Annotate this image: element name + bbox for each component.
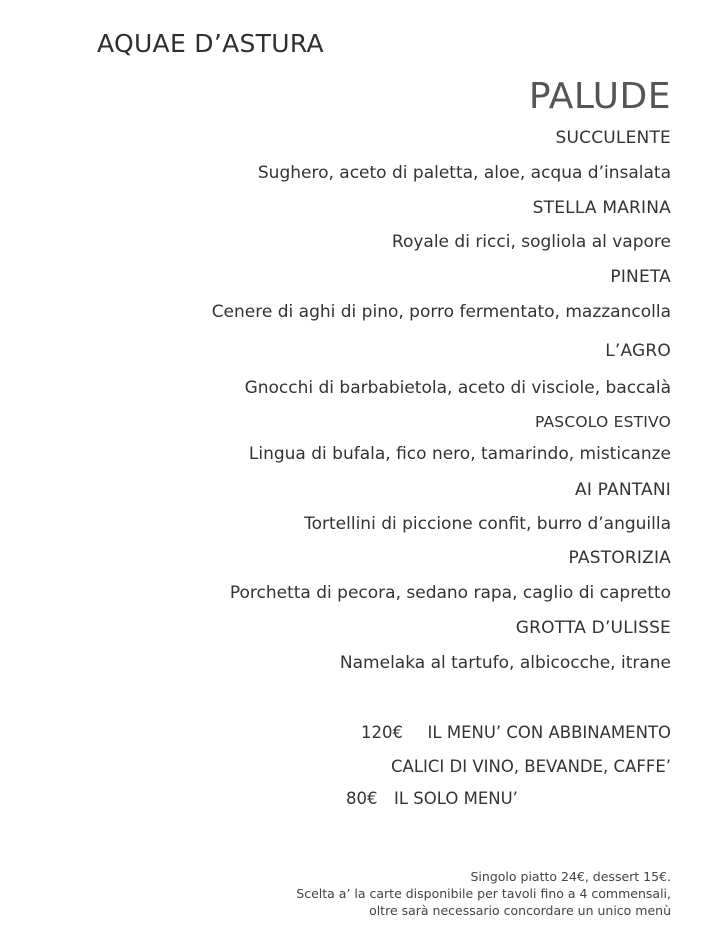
course-description: Namelaka al tartufo, albicocche, itrane — [339, 653, 671, 673]
menu-only-price: 80€ — [346, 789, 378, 808]
course-description: Tortellini di piccione confit, burro d’anguilla — [304, 514, 671, 534]
course-name: PINETA — [610, 267, 671, 287]
pairing-label: IL MENU’ CON ABBINAMENTO — [427, 723, 671, 742]
course-description: Sughero, aceto di paletta, aloe, acqua d’insalata — [257, 163, 671, 183]
course-name: PASCOLO ESTIVO — [534, 413, 671, 431]
course-description: Cenere di aghi di pino, porro fermentato, mazzancolla — [211, 302, 671, 322]
pairing-price-line — [361, 723, 671, 742]
footnote — [296, 868, 671, 919]
course-name: PASTORIZIA — [568, 548, 671, 568]
course-name: STELLA MARINA — [532, 198, 671, 218]
course-name: GROTTA D’ULISSE — [515, 618, 671, 638]
course-description: Lingua di bufala, fico nero, tamarindo, misticanze — [248, 444, 671, 464]
pairing-detail: CALICI DI VINO, BEVANDE, CAFFE’ — [391, 757, 671, 776]
course-description: Gnocchi di barbabietola, aceto di visciole, baccalà — [244, 378, 671, 398]
footnote-line: oltre sarà necessario concordare un unico menù — [369, 903, 671, 918]
course-name: AI PANTANI — [575, 480, 671, 500]
menu-only-price-line — [346, 789, 518, 808]
footnote-line: Singolo piatto 24€, dessert 15€. — [470, 869, 671, 884]
menu-title: PALUDE — [528, 76, 671, 117]
course-description: Porchetta di pecora, sedano rapa, caglio di capretto — [229, 583, 671, 603]
pairing-price: 120€ — [361, 723, 404, 742]
footnote-line: Scelta a’ la carte disponibile per tavoli fino a 4 commensali, — [296, 886, 671, 901]
restaurant-name: AQUAE D’ASTURA — [97, 29, 324, 58]
menu-only-label: IL SOLO MENU’ — [394, 789, 518, 808]
course-name: SUCCULENTE — [555, 128, 671, 148]
course-name: L’AGRO — [605, 341, 671, 361]
course-description: Royale di ricci, sogliola al vapore — [391, 232, 671, 252]
